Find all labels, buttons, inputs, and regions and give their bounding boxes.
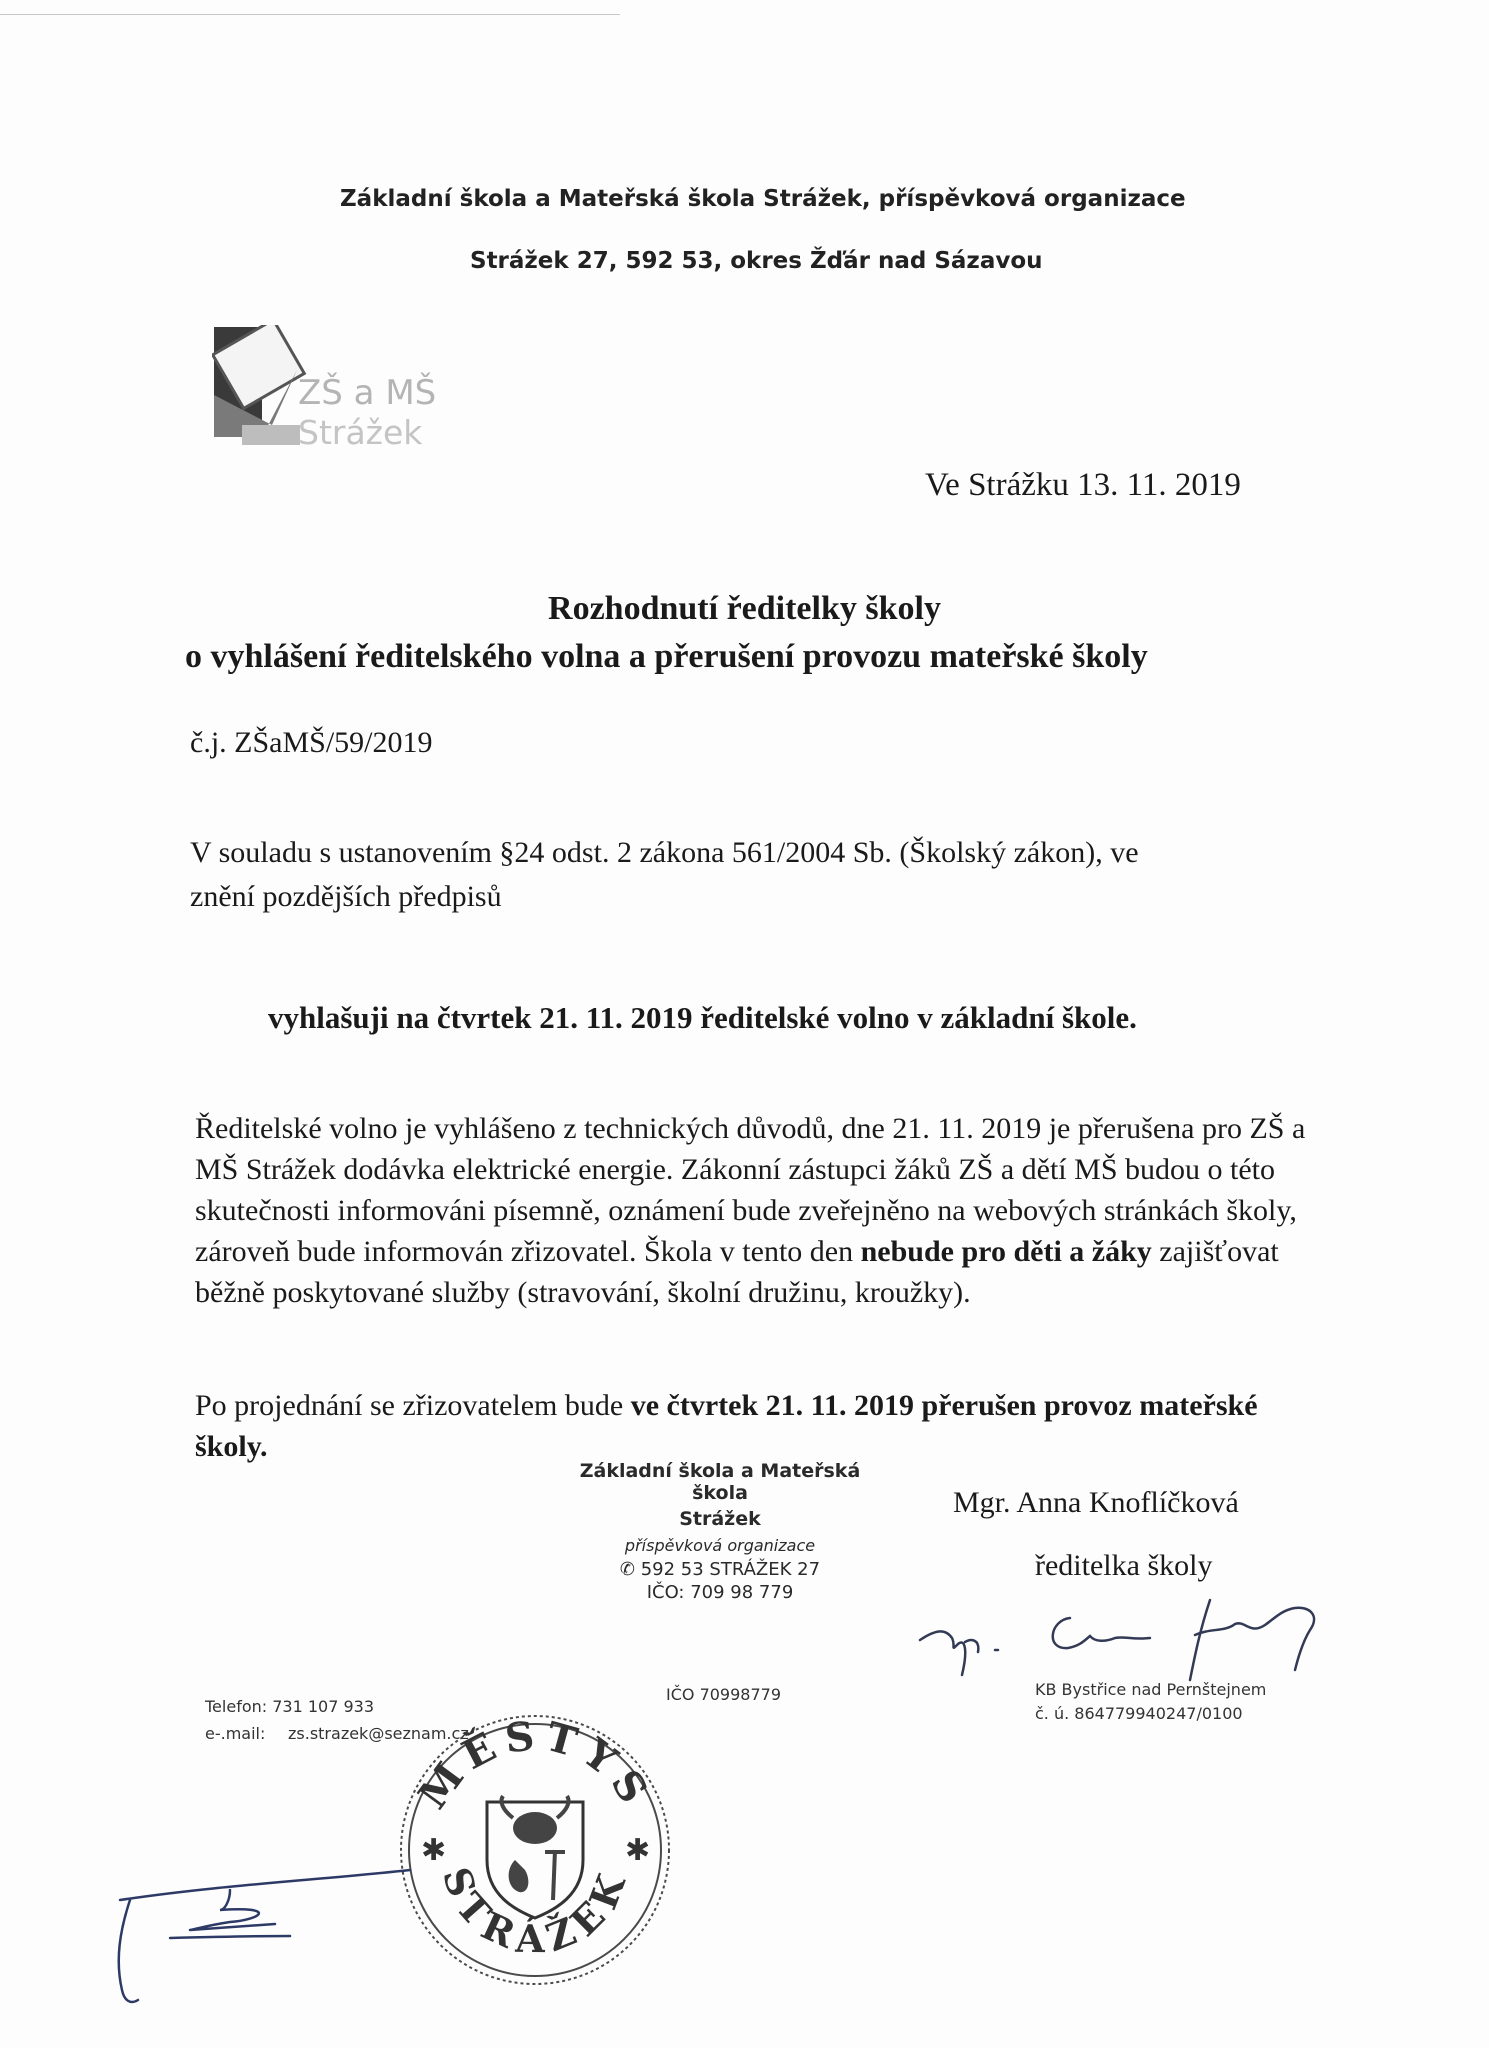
document-title: Rozhodnutí ředitelky školy [548, 590, 941, 627]
footer-bank: KB Bystřice nad Pernštejnem [1035, 1680, 1267, 1699]
announcement: vyhlašuji na čtvrtek 21. 11. 2019 ředitelské volno v základní škole. [268, 1000, 1137, 1035]
paragraph-reason [195, 1108, 1315, 1313]
seal-top-text: MĚSTYS [409, 1711, 661, 1818]
document-subtitle: o vyhlášení ředitelského volna a přerušení provozu mateřské školy [185, 638, 1148, 675]
footer-account: č. ú. 864779940247/0100 [1035, 1704, 1243, 1723]
paragraph-kindergarten-bold: ve čtvrtek 21. 11. 2019 přerušen provoz mateřské školy. [195, 1389, 1258, 1463]
header-organization: Základní škola a Mateřská škola Strážek, příspěvková organizace [340, 186, 1186, 212]
footer-email: zs.strazek@seznam.cz [288, 1724, 469, 1743]
director-name: Mgr. Anna Knoflíčková [953, 1486, 1239, 1519]
director-role: ředitelka školy [1035, 1549, 1213, 1582]
legal-basis-line1: V souladu s ustanovením §24 odst. 2 zákona 561/2004 Sb. (Školský zákon), ve [190, 836, 1139, 869]
logo-text-top: ZŠ a MŠ [298, 373, 437, 413]
stamp-line-4 [555, 1559, 885, 1580]
handwritten-mark [60, 1840, 480, 2010]
stamp-line-5: IČO: 709 98 779 [646, 1582, 794, 1603]
logo-text-bottom: Strážek [298, 413, 423, 452]
seal-star-left: ✱ [421, 1833, 447, 1868]
seal-star-right: ✱ [625, 1833, 651, 1868]
stamp-line-3: příspěvková organizace [624, 1536, 816, 1555]
header-address: Strážek 27, 592 53, okres Žďár nad Sázavou [470, 248, 1043, 274]
phone-icon: ✆ [619, 1559, 641, 1580]
stamp-address: 592 53 STRÁŽEK 27 [640, 1559, 821, 1580]
stamp-line-1: Základní škola a Mateřská škola [579, 1460, 861, 1504]
paragraph-reason-bold: nebude pro děti a žáky [860, 1235, 1152, 1268]
footer-phone: Telefon: 731 107 933 [205, 1697, 375, 1716]
paragraph-kindergarten-text: Po projednání se zřizovatelem bude [195, 1389, 631, 1422]
coat-of-arms-icon [487, 1796, 583, 1918]
seal-bottom-text: STRÁŽEK [433, 1860, 637, 1962]
footer-email-label: e-.mail: [205, 1724, 266, 1743]
document-date: Ve Strážku 13. 11. 2019 [925, 467, 1241, 503]
paragraph-reason-text-end: zajišťovat běžně poskytované služby (stravování, školní družinu, kroužky). [195, 1235, 1279, 1309]
paragraph-kindergarten [195, 1385, 1315, 1467]
director-signature [910, 1580, 1350, 1690]
paragraph-reason-text: Ředitelské volno je vyhlášeno z technických důvodů, dne 21. 11. 2019 je přerušena pro ZŠ a MŠ Strážek dodávka elektrické energie. Zákonní zástupci žáků ZŠ a dětí MŠ budou o této skutečnosti informováni písemně, oznámení bude zveřejněno na webových stránkách školy, zároveň bude informován zřizovatel. Škola v tento den [195, 1112, 1306, 1268]
school-stamp [555, 1460, 885, 1603]
reference-number: č.j. ZŠaMŠ/59/2019 [190, 726, 433, 759]
stamp-line-2: Strážek [679, 1508, 761, 1530]
footer-ico: IČO 70998779 [666, 1685, 782, 1704]
scan-edge-line [0, 14, 620, 15]
legal-basis-line2: znění pozdějších předpisů [190, 880, 502, 913]
